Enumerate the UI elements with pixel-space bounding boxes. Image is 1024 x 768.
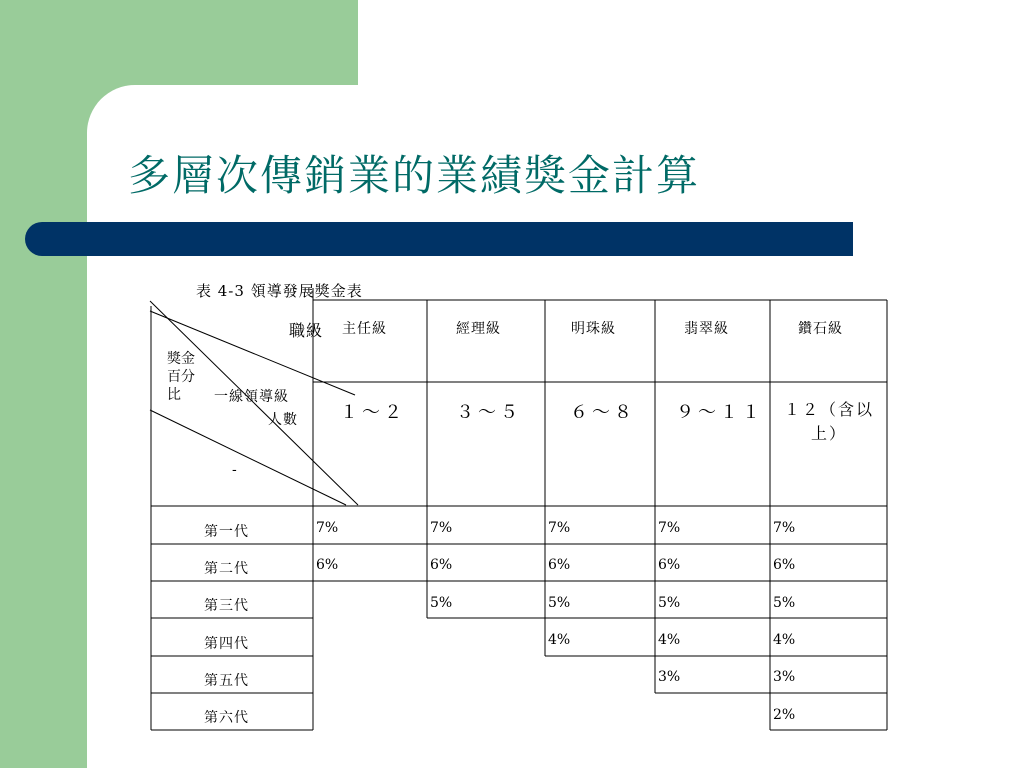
bonus-cell: 5% [773, 595, 796, 611]
generation-label: 第五代 [204, 673, 249, 689]
leader-count: ６～８ [570, 402, 636, 423]
corner-bonus-label-2: 百分 [167, 369, 195, 385]
bonus-cell: 3% [658, 669, 681, 685]
rank-header: 主任級 [342, 321, 387, 337]
generation-label: 第二代 [204, 561, 249, 577]
leader-count: １～２ [340, 402, 406, 423]
rank-header: 鑽石級 [798, 321, 843, 337]
generation-label: 第一代 [204, 524, 249, 540]
rank-header: 翡翠級 [684, 321, 729, 337]
bonus-cell: 4% [773, 632, 796, 648]
bonus-cell: 3% [773, 669, 796, 685]
bonus-cell: 7% [430, 520, 453, 536]
rank-header: 經理級 [456, 321, 501, 337]
corner-leader-label-2: 人數 [268, 412, 298, 428]
corner-bonus-label-3: 比 [167, 387, 181, 403]
bonus-cell: 6% [316, 557, 339, 573]
leader-count: １２（含以上） [783, 400, 874, 443]
corner-bonus-label-1: 獎金 [167, 351, 195, 367]
bonus-cell: 5% [658, 595, 681, 611]
corner-rank-label: 職級 [289, 321, 324, 340]
bonus-cell: 6% [658, 557, 681, 573]
bonus-cell: 4% [658, 632, 681, 648]
bonus-cell: 7% [548, 520, 571, 536]
bonus-cell: 6% [548, 557, 571, 573]
bonus-cell: 6% [430, 557, 453, 573]
bonus-cell: 2% [773, 707, 796, 723]
rank-header: 明珠級 [571, 321, 616, 337]
generation-label: 第三代 [204, 598, 249, 614]
generation-label: 第六代 [204, 710, 249, 726]
bonus-cell: 7% [658, 520, 681, 536]
bonus-cell: 7% [316, 520, 339, 536]
leader-count: ３～５ [456, 402, 522, 423]
corner-dash: - [232, 462, 237, 478]
slide-title: 多層次傳銷業的業績獎金計算 [128, 151, 701, 200]
bonus-cell: 4% [548, 632, 571, 648]
generation-label: 第四代 [204, 636, 249, 652]
bonus-cell: 5% [548, 595, 571, 611]
leader-count: ９～１１ [676, 402, 764, 423]
corner-leader-label-1: 一線領導級 [214, 389, 289, 405]
bonus-cell: 6% [773, 557, 796, 573]
bonus-cell: 5% [430, 595, 453, 611]
table-caption: 表 4-3 領導發展獎金表 [196, 282, 363, 300]
bonus-cell: 7% [773, 520, 796, 536]
